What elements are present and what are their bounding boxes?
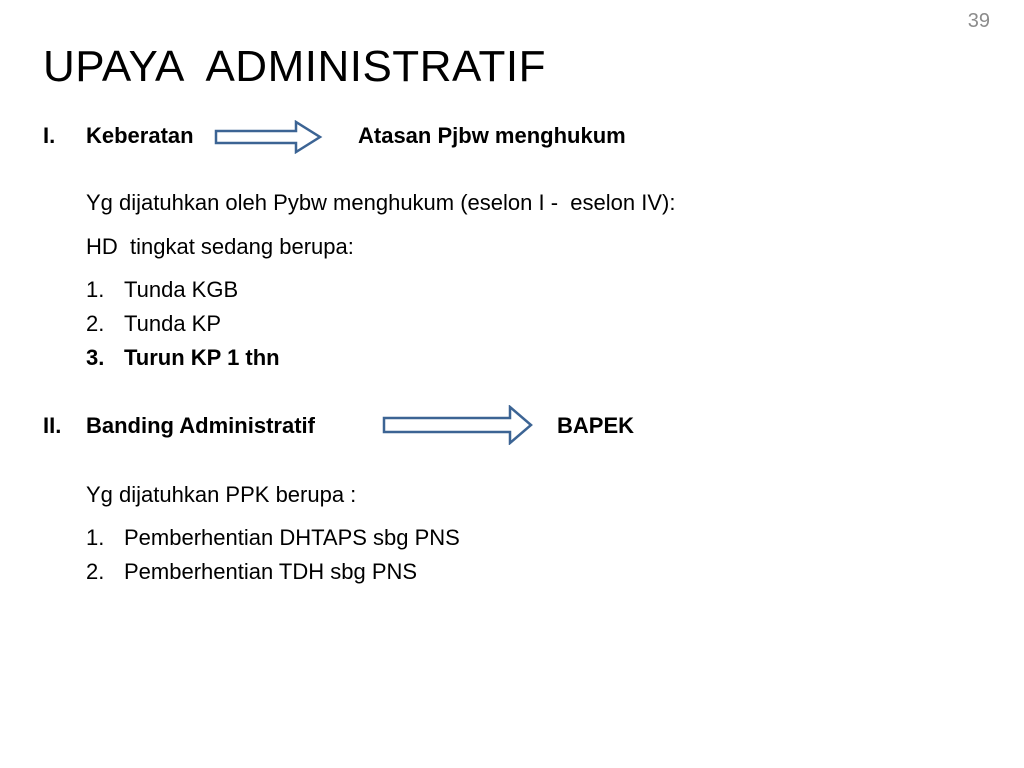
slide-number: 39	[967, 10, 990, 32]
section-1-numeral: I.	[43, 123, 56, 148]
list-item-number: 2.	[86, 311, 105, 336]
list-item-number: 1.	[86, 277, 105, 302]
list-item-number: 3.	[86, 345, 105, 370]
section-1-description: Yg dijatuhkan oleh Pybw menghukum (eselon I - eselon IV):	[86, 190, 676, 215]
slide-title: UPAYA ADMINISTRATIF	[43, 42, 547, 91]
list-item: Pemberhentian TDH sbg PNS	[124, 559, 418, 584]
list-item: Tunda KP	[124, 311, 222, 336]
section-1-target: Atasan Pjbw menghukum	[358, 123, 626, 148]
section-2-target: BAPEK	[557, 413, 635, 438]
list-item: Pemberhentian DHTAPS sbg PNS	[124, 525, 460, 550]
list-item: Tunda KGB	[124, 277, 239, 302]
list-item: Turun KP 1 thn	[124, 345, 280, 370]
section-1-label: Keberatan	[86, 123, 194, 148]
list-item-number: 2.	[86, 559, 105, 584]
section-2-label: Banding Administratif	[86, 413, 315, 438]
right-arrow-icon	[214, 120, 324, 154]
section-2-numeral: II.	[43, 413, 62, 438]
section-1-subheading: HD tingkat sedang berupa:	[86, 234, 354, 259]
section-2-description: Yg dijatuhkan PPK berupa :	[86, 482, 357, 507]
right-arrow-icon	[382, 405, 534, 445]
list-item-number: 1.	[86, 525, 105, 550]
